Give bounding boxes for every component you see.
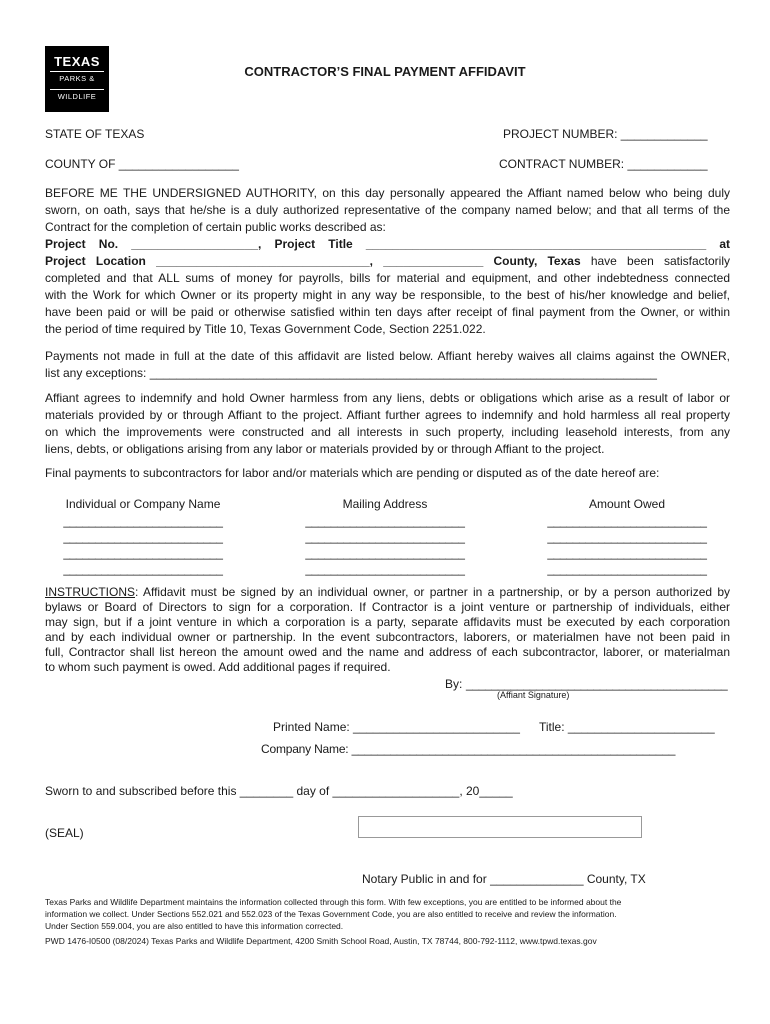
indemnify-line: materials provided by or through Affiant to the project. Affiant further agrees to indemnify and hold harmless all real property — [45, 408, 730, 422]
state-label: STATE OF TEXAS — [45, 127, 145, 141]
footer-line: information we collect. Under Sections 552.021 and 552.023 of the Texas Government Code, you are also entitled to receive and review the information. — [45, 909, 617, 919]
footer-line: Under Section 559.004, you are also entitled to have this information corrected. — [45, 921, 344, 931]
amount-input-line[interactable]: _________________________ — [547, 514, 707, 528]
project-location-field[interactable]: Project Location ________________________________, _______________ County, Texas — [45, 254, 581, 268]
column-header-address: Mailing Address — [342, 497, 428, 511]
intro-line: BEFORE ME THE UNDERSIGNED AUTHORITY, on this day personally appeared the Affiant named below who being duly — [45, 186, 730, 200]
seal-label: (SEAL) — [45, 826, 84, 840]
column-header-name: Individual or Company Name — [65, 497, 221, 511]
tpwd-logo — [45, 46, 109, 112]
instructions-line: and by each individual owner or partnership. In the event subcontractors, laborers, or materialmen have not been paid in — [45, 630, 730, 644]
address-input-line[interactable]: _________________________ — [305, 546, 465, 560]
intro-line: Contract for the completion of certain public works described as: — [45, 220, 386, 234]
intro-paragraph — [45, 185, 730, 338]
project-line-field[interactable]: Project No. ___________________, Project Title ___________________________________________________ at — [45, 237, 730, 251]
footer-line: Texas Parks and Wildlife Department maintains the information collected through this form. With few exceptions, you are entitled to be informed about the — [45, 897, 622, 907]
document-title: CONTRACTOR’S FINAL PAYMENT AFFIDAVIT — [244, 64, 526, 79]
logo-line-parks: PARKS & — [59, 74, 95, 83]
affiant-signature-field[interactable]: _________________________________________ — [466, 677, 728, 691]
instructions-line: full, Contractor shall list hereon the amount owed and the name and address of each subcontractor, laborer, or materialman — [45, 645, 730, 659]
project-number-field[interactable]: PROJECT NUMBER: _____________ — [503, 127, 708, 141]
logo-line-texas: TEXAS — [54, 54, 100, 69]
instructions-text: : Affidavit must be signed by an individual owner, or partner in a partnership, or by a person authorized by — [135, 585, 730, 599]
amount-input-line[interactable]: _________________________ — [547, 546, 707, 560]
amount-column — [537, 513, 717, 577]
printed-name-field[interactable]: Printed Name: _________________________ — [273, 720, 520, 734]
name-input-line[interactable]: _________________________ — [63, 514, 223, 528]
address-input-line[interactable]: _________________________ — [305, 514, 465, 528]
footer-privacy-notice — [45, 896, 735, 932]
affiant-signature-caption: (Affiant Signature) — [497, 690, 570, 700]
name-column — [53, 513, 233, 577]
address-column — [295, 513, 475, 577]
instructions-label: INSTRUCTIONS — [45, 585, 135, 599]
indemnify-line: Affiant agrees to indemnify and hold Owner harmless from any liens, debts or obligations which arise as a result of labor or — [45, 391, 730, 405]
by-label: By: — [445, 677, 463, 691]
indemnify-line: on which the improvements were constructed and all interests in such property, including leasehold interests, from any — [45, 425, 730, 439]
final-payments-text: Final payments to subcontractors for labor and/or materials which are pending or disputed as of the date hereof are: — [45, 466, 660, 480]
instructions-line: may sign, but if a joint venture in which a corporation is a party, separate affidavits must be executed by each corporation — [45, 615, 730, 629]
intro-line: completed and that ALL sums of money for payrolls, bills for material and equipment, and other indebtedness connected — [45, 271, 730, 285]
amount-input-line[interactable]: _________________________ — [547, 530, 707, 544]
payments-line: Payments not made in full at the date of this affidavit are listed below. Affiant hereby waives all claims against the OWNER, — [45, 349, 730, 363]
indemnify-paragraph — [45, 390, 730, 458]
instructions-line: bylaws or Board of Directors to sign for a corporation. If Contractor is a joint venture or partnership of individuals, either — [45, 600, 730, 614]
intro-line: have been paid or will be paid or otherwise satisfied within ten days after receipt of final payment from the Owner, or within — [45, 305, 730, 319]
name-input-line[interactable]: _________________________ — [63, 562, 223, 576]
county-field[interactable]: COUNTY OF __________________ — [45, 157, 239, 171]
address-input-line[interactable]: _________________________ — [305, 530, 465, 544]
column-header-amount: Amount Owed — [588, 497, 666, 511]
notary-seal-box[interactable] — [358, 816, 642, 838]
notary-county-field[interactable]: Notary Public in and for ______________ County, TX — [362, 872, 646, 886]
logo-line-wildlife: WILDLIFE — [57, 92, 97, 101]
name-input-line[interactable]: _________________________ — [63, 530, 223, 544]
instructions-paragraph — [45, 585, 730, 675]
intro-line: sworn, on oath, says that he/she is a duly authorized representative of the company named below; and that all terms of the — [45, 203, 730, 217]
sworn-statement-field[interactable]: Sworn to and subscribed before this ________ day of ___________________, 20_____ — [45, 784, 513, 798]
payments-paragraph — [45, 348, 730, 382]
intro-line: with the Work for which Owner or its property might in any way be responsible, to the best of his/her knowledge and belief, — [45, 288, 730, 302]
intro-text: have been satisfactorily — [580, 254, 730, 268]
name-input-line[interactable]: _________________________ — [63, 546, 223, 560]
logo-divider — [50, 89, 104, 90]
company-name-field[interactable]: Company Name: __________________________________________________ — [261, 742, 676, 756]
contract-number-field[interactable]: CONTRACT NUMBER: ____________ — [499, 157, 708, 171]
title-field[interactable]: Title: ______________________ — [539, 720, 715, 734]
indemnify-line: liens, debts, or obligations arising from any labor or materials provided by or through Affiant to the project. — [45, 442, 605, 456]
intro-line: the period of time required by Title 10, Texas Government Code, Section 2251.022. — [45, 322, 486, 336]
instructions-line: to whom such payment is owed. Add additional pages if required. — [45, 660, 391, 674]
form-number: PWD 1476-I0500 (08/2024) Texas Parks and Wildlife Department, 4200 Smith School Road, Austin, TX 78744, 800-792-1112, www.tpwd.texas.gov — [45, 936, 597, 946]
exceptions-field[interactable]: list any exceptions: ____________________________________________________________________________ — [45, 366, 657, 380]
amount-input-line[interactable]: _________________________ — [547, 562, 707, 576]
address-input-line[interactable]: _________________________ — [305, 562, 465, 576]
